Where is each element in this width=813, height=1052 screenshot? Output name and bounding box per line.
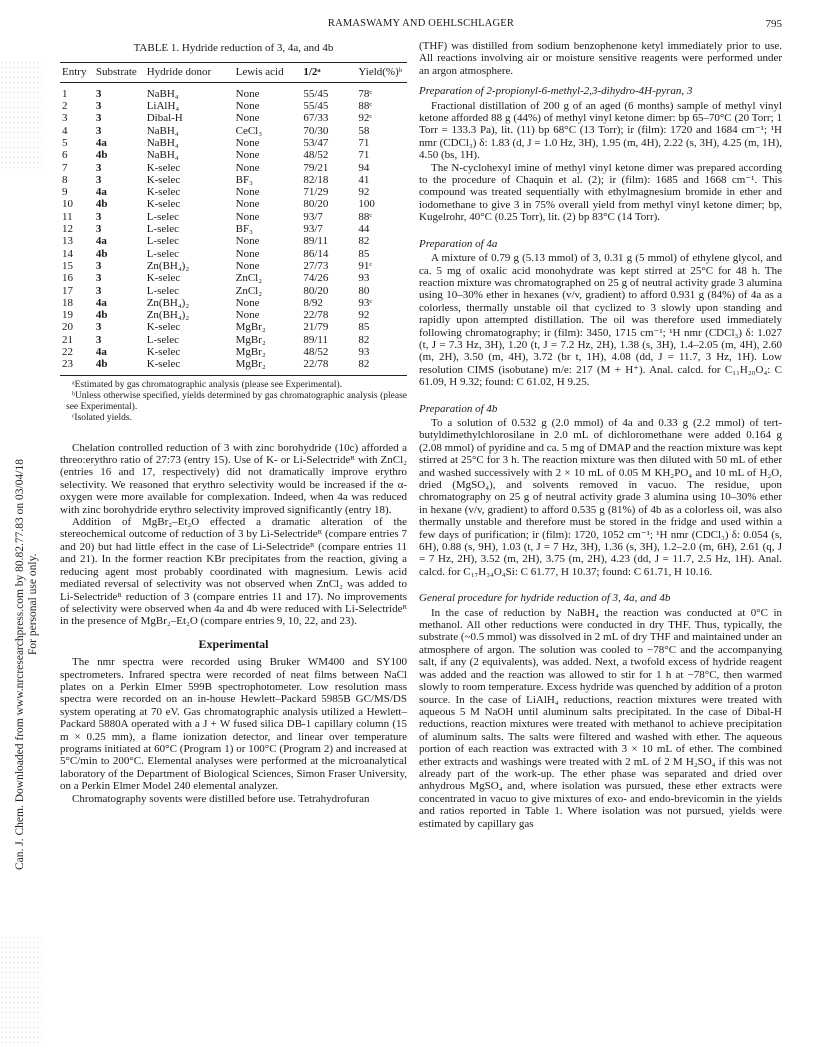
cell-substrate: 3 [95, 173, 102, 186]
cell-yield: 91ᶜ [358, 259, 373, 272]
cell-substrate: 3 [95, 87, 102, 100]
cell-lewis-acid: BF₃ [235, 173, 253, 186]
table-row [60, 162, 407, 174]
cell-substrate: 3 [95, 284, 102, 297]
table-row [60, 137, 407, 149]
table-header-cell: Lewis acid [235, 66, 284, 79]
cell-hydride-donor: Zn(BH₄)₂ [146, 296, 190, 309]
table-row [60, 211, 407, 223]
cell-hydride-donor: K-selec [146, 321, 181, 334]
cell-yield: 88ᶜ [358, 210, 373, 223]
table-body [60, 82, 407, 375]
cell-hydride-donor: L-selec [146, 284, 180, 297]
cell-ratio: 55/45 [303, 100, 329, 113]
download-notice-line: Can. J. Chem. Downloaded from www.nrcresearchpress.com by 80.82.77.83 on 03/04/18 [14, 459, 26, 870]
cell-ratio: 55/45 [303, 87, 329, 100]
cell-entry: 2 [62, 100, 68, 113]
cell-yield: 88ᶜ [358, 100, 373, 113]
cell-substrate: 3 [95, 272, 102, 285]
table-row [60, 297, 407, 309]
table-row [60, 235, 407, 247]
cell-ratio: 86/14 [303, 247, 329, 260]
running-head: RAMASWAMY AND OEHLSCHLAGER [327, 18, 515, 29]
table-row [60, 149, 407, 161]
cell-ratio: 22/78 [303, 358, 329, 371]
table-row [60, 285, 407, 297]
cell-ratio: 82/18 [303, 173, 329, 186]
cell-ratio: 48/52 [303, 149, 329, 162]
cell-lewis-acid: None [235, 87, 260, 100]
download-notice [14, 170, 40, 870]
cell-entry: 20 [62, 321, 73, 334]
cell-substrate: 3 [95, 333, 102, 346]
cell-ratio: 89/11 [303, 333, 329, 346]
table-row [60, 125, 407, 137]
cell-entry: 15 [62, 259, 73, 272]
table-row [60, 321, 407, 333]
cell-hydride-donor: L-selec [146, 223, 180, 236]
subsection-heading: Preparation of 2-propionyl-6-methyl-2,3-dihydro-4H-pyran, 3 [419, 85, 693, 98]
cell-lewis-acid: None [235, 296, 260, 309]
cell-yield: 92ᶜ [358, 112, 373, 125]
cell-yield: 80 [358, 284, 370, 297]
cell-ratio: 89/11 [303, 235, 329, 248]
cell-lewis-acid: MgBr₂ [235, 333, 266, 346]
cell-yield: 44 [358, 223, 370, 236]
cell-ratio: 80/20 [303, 198, 329, 211]
cell-substrate: 4b [95, 247, 108, 260]
subsection-heading: Preparation of 4b [419, 402, 498, 415]
cell-substrate: 4a [95, 296, 107, 309]
cell-entry: 10 [62, 198, 73, 211]
section-title: Experimental [198, 636, 269, 651]
right-column [419, 40, 782, 830]
cell-ratio: 48/52 [303, 346, 329, 359]
cell-lewis-acid: BF₃ [235, 223, 253, 236]
cell-entry: 18 [62, 296, 73, 309]
cell-lewis-acid: MgBr₂ [235, 346, 266, 359]
download-notice-line: For personal use only. [27, 553, 39, 655]
cell-hydride-donor: L-selec [146, 333, 180, 346]
cell-substrate: 3 [95, 124, 102, 137]
cell-hydride-donor: K-selec [146, 358, 181, 371]
cell-hydride-donor: NaBH₄ [146, 149, 179, 162]
table-title: TABLE 1. Hydride reduction of 3, 4a, and 4b [133, 42, 334, 54]
cell-substrate: 4a [95, 137, 107, 149]
cell-lewis-acid: None [235, 198, 260, 211]
running-header [60, 18, 782, 34]
footnote: ᵃEstimated by gas chromatographic analysis (please see Experimental). [72, 379, 343, 390]
left-column [60, 40, 407, 805]
table-row [60, 272, 407, 284]
cell-yield: 93ᶜ [358, 296, 373, 309]
cell-hydride-donor: Zn(BH₄)₂ [146, 309, 190, 322]
cell-substrate: 3 [95, 112, 102, 125]
cell-yield: 94 [358, 161, 370, 174]
cell-entry: 23 [62, 358, 73, 371]
table-header-cell: Substrate [95, 66, 137, 79]
table-header-cell: Hydride donor [146, 66, 212, 79]
table-row [60, 112, 407, 124]
cell-hydride-donor: K-selec [146, 272, 181, 285]
body-paragraph: The N-cyclohexyl imine of methyl vinyl ketone dimer was prepared according to the procedure of Chaquin et al. (2); ir (film): 1685 and 1668 cm⁻¹. This compound was treated sequentially with ethylmagnesium bromide in ether and iodomethane to give 3 in 75% overall yield from methyl vinyl ketone dimer; bp, Kugelrohr, 40°C (0.25 Torr), lit. (2) bp 83°C (14 Torr). [419, 161, 782, 224]
cell-substrate: 4a [95, 186, 107, 199]
subsection-heading: Preparation of 4a [419, 237, 498, 250]
cell-lewis-acid: ZnCl₂ [235, 272, 263, 285]
cell-yield: 58 [358, 124, 370, 137]
table-row [60, 334, 407, 346]
scan-speckle [0, 935, 42, 1045]
cell-yield: 78ᶜ [358, 87, 373, 100]
table-row [60, 223, 407, 235]
cell-hydride-donor: K-selec [146, 186, 181, 199]
table-row [60, 248, 407, 260]
cell-ratio: 80/20 [303, 284, 329, 297]
cell-ratio: 21/79 [303, 321, 329, 334]
cell-lewis-acid: None [235, 161, 260, 174]
cell-yield: 82 [358, 358, 370, 371]
cell-entry: 7 [62, 161, 68, 174]
body-paragraph: Fractional distillation of 200 g of an aged (6 months) sample of methyl vinyl ketone afforded 88 g (44%) of methyl vinyl ketone dimer: bp 65–70°C (20 Torr; 1 Torr = 133.3 Pa), lit. (11) bp 68°C (13 Torr); ir (film): 1720 and 1684 cm⁻¹; ¹H nmr (CDCl₃) δ: 1.83 (d, J = 1.0 Hz, 3H), 1.95 (m, 4H), 2.22 (s, 3H), 4.25 (m, 1H), 4.50 (bs, 1H). [419, 99, 782, 162]
body-paragraph: The nmr spectra were recorded using Bruker WM400 and SY100 spectrometers. Infrared spectra were recorded of neat films between NaCl plates on a Perkin Elmer 599B spectrophotometer. Low resolution mass spectra were recorded on an in-house Hewlett–Packard 5985B GC/MS/DS system operating at 70 eV. Gas chromatographic analysis utilized a Hewlett–Packard 5880A operated with a J + W fused silica DB-1 capillary column (15 m × 0.25 mm), a flame ionization detector, and linear over temperature programs initiated at 60°C (Program 1) or 100°C (Program 2) and increased at 5°C/min to 200°C. Elemental analyses were performed at the microanalytical laboratory of the Department of Biological Sciences, Simon Fraser University, on a Perkin Elmer Model 240 elemental analyzer. [60, 656, 407, 793]
footnote: ᶜIsolated yields. [72, 412, 132, 423]
cell-hydride-donor: NaBH₄ [146, 124, 179, 137]
cell-lewis-acid: ZnCl₂ [235, 284, 263, 297]
cell-yield: 93 [358, 272, 370, 285]
cell-substrate: 4a [95, 346, 107, 359]
cell-substrate: 4b [95, 198, 108, 211]
cell-lewis-acid: None [235, 186, 260, 199]
cell-lewis-acid: MgBr₂ [235, 358, 266, 371]
cell-substrate: 4b [95, 149, 108, 162]
cell-yield: 71 [358, 137, 370, 149]
cell-ratio: 74/26 [303, 272, 329, 285]
cell-ratio: 67/33 [303, 112, 329, 125]
cell-ratio: 79/21 [303, 161, 329, 174]
cell-substrate: 3 [95, 223, 102, 236]
footnote: ᵇUnless otherwise specified, yields determined by gas chromatographic analysis (please see Experimental). [66, 390, 407, 412]
cell-ratio: 70/30 [303, 124, 329, 137]
cell-substrate: 3 [95, 210, 102, 223]
table-footnotes [66, 380, 407, 424]
table-row [60, 346, 407, 358]
cell-hydride-donor: L-selec [146, 247, 180, 260]
cell-ratio: 93/7 [303, 210, 323, 223]
table-header-cell: 1/2ᵃ [303, 66, 321, 79]
cell-yield: 71 [358, 149, 370, 162]
cell-hydride-donor: NaBH₄ [146, 87, 179, 100]
cell-lewis-acid: None [235, 210, 260, 223]
cell-lewis-acid: None [235, 259, 260, 272]
cell-entry: 21 [62, 333, 73, 346]
body-paragraph: Addition of MgBr₂–Et₂O effected a dramatic alteration of the stereochemical outcome of reduction of 3 by Li-Selectrideᴿ (compare entries 7 and 20) but had little effect in the case of Li-Selectrideᴿ (compare entries 11 and 21). In the former reaction KBr precipitates from the reaction, giving a reducing agent most probably coordinated with magnesium. Lewis acid mediated reversal of selectivity was not observed when ZnCl₂ was added to Li-Selectrideᴿ reduction of 3 (compare entries 11 and 17). No improvements of selectivity were observed when 4a and 4b were reduced with Li-Selectrideᴿ in the presence of MgBr₂–Et₂O (compare entries 9, 10, 22, and 23). [60, 516, 407, 628]
page-number: 795 [765, 18, 782, 30]
cell-entry: 8 [62, 173, 68, 186]
cell-ratio: 22/78 [303, 309, 329, 322]
cell-hydride-donor: Zn(BH₄)₂ [146, 259, 190, 272]
cell-hydride-donor: L-selec [146, 235, 180, 248]
cell-ratio: 53/47 [303, 137, 329, 149]
table-row [60, 82, 407, 100]
cell-substrate: 4a [95, 235, 107, 248]
cell-yield: 100 [358, 198, 375, 211]
cell-entry: 12 [62, 223, 73, 236]
cell-entry: 13 [62, 235, 73, 248]
cell-hydride-donor: K-selec [146, 173, 181, 186]
cell-substrate: 3 [95, 100, 102, 113]
cell-lewis-acid: MgBr₂ [235, 321, 266, 334]
table-row [60, 198, 407, 210]
results-table [60, 62, 407, 375]
cell-lewis-acid: CeCl₃ [235, 124, 263, 137]
table-row [60, 260, 407, 272]
cell-hydride-donor: LiAlH₄ [146, 100, 180, 113]
cell-entry: 4 [62, 124, 68, 137]
table-row [60, 358, 407, 375]
cell-yield: 82 [358, 235, 370, 248]
body-paragraph: In the case of reduction by NaBH₄ the reaction was conducted at 0°C in methanol. All other reductions were conducted in dry THF. Thus, typically, the substrate (~0.5 mmol) was dissolved in 2 mL of dry THF and maintained under an atmosphere of argon. The solution was cooled to −78°C and the accompanying salt, if any (2 equivalents), was added. Next, a twofold excess of hydride reagent was added and the reaction was allowed to stir for 1 h at −78°C, then warmed slowly to room temperature. Excess hydride was quenched by addition of a proton source. In the case of LiAlH₄ reductions, reaction mixtures were treated with aqueous 5 M NaOH until aluminum salts precipitated. In the case of Dibal-H reductions, reaction mixtures were treated with methanol to achieve precipitation of aluminum salts. The salts were filtered and washed with ether. The aqueous portion of each reaction was extracted with 3 × 10 mL of ether. The combined ether extracts and washings were treated with 2 mL of 2 M H₂SO₄ if this was not already part of the work-up. The ether phase was separated and dried over anhydrous MgSO₄ and, where isolation was pursued, these ether extracts were concentrated in vacuo to give mixtures of exo- and endo-brevicomin in the yields and ratios reported in Table 1. Where isolation was not pursued, yields were estimated by capillary gas [419, 606, 782, 830]
subsection-heading: General procedure for hydride reduction of 3, 4a, and 4b [419, 592, 671, 605]
cell-hydride-donor: L-selec [146, 210, 180, 223]
body-paragraph: A mixture of 0.79 g (5.13 mmol) of 3, 0.31 g (5 mmol) of ethylene glycol, and ca. 5 mg of oxalic acid monohydrate was kept stirred at 25°C for 48 h. The reaction mixture was chromatographed on 25 g of neutral activity grade 3 alumina using 10–30% ether in hexanes (v/v, gradient) to afford 0.931 g (84%) of 4a as a colorless, thermally unstable oil that cyclized to 3 slowly upon standing and rapidly upon attempted distillation. The oil was therefore used immediately following chromatography; ir (film): 3450, 1715 cm⁻¹; ¹H nmr (CDCl₃) δ: 1.027 (t, J = 7.3 Hz, 3H), 1.20 (t, J = 7.2 Hz, 2H), 1.38 (s, 3H), 1.4–2.05 (m, 4H), 2.60 (m, 2H), 3.50 (m, 4H), 3.72 (br t, 1H), 4.08 (dd, J = 11.7, 3 Hz, 1H). Low resolution CIMS (isobutane) m/e: 217 (M + H⁺). Anal. calcd. for C₁₁H₂₀O₄: C 61.09, H 9.32; found: C 61.02, H 9.25. [419, 252, 782, 389]
cell-hydride-donor: Dibal-H [146, 112, 183, 125]
scan-speckle [0, 60, 42, 170]
cell-substrate: 3 [95, 259, 102, 272]
cell-entry: 17 [62, 284, 73, 297]
body-paragraph: To a solution of 0.532 g (2.0 mmol) of 4a and 0.33 g (2.2 mmol) of tert-butyldimethylchlorosilane in 2.0 mL of dichloromethane were added 0.164 g (2.08 mmol) of pyridine and ca. 5 mg of DMAP and the reaction mixture was kept stirred at 25°C for 3 h. The reaction mixture was then diluted with 50 mL of ether and washed successively with 2 × 10 mL of 0.05 M KH₂PO₄ and 10 mL of H₂O, dried (MgSO₄), and solvents removed in vacuo. The residue, upon chromatography on 25 g of neutral activity grade 3 alumina using 10–30% ether in hexane (v/v, gradient) to afford 0.535 g (81%) of 4b as a colorless oil, was also thermally unstable and therefore must be stored in the fridge and used within a few days of purification; ir (film): 1720, 1052 cm⁻¹; ¹H nmr (CDCl₃) δ: 0.054 (s, 6H), 0.88 (s, 9H), 1.03 (t, J = 7 Hz, 3H), 1.36 (s, 3H), 1.2–2.0 (m, 6H), 2.61 (q, J = 7 Hz, 2H), 3.52 (m, 2H), 3.75 (m, 2H), 4.23 (dd, J = 11.7, 2.5 Hz, 1H). Anal. calcd. for C₁₇H₃₄O₄Si: C 61.77, H 10.37; found: C 61.71, H 10.16. [419, 416, 782, 578]
cell-yield: 82 [358, 333, 370, 346]
cell-entry: 9 [62, 186, 68, 199]
cell-lewis-acid: None [235, 309, 260, 322]
cell-entry: 16 [62, 272, 73, 285]
cell-lewis-acid: None [235, 137, 260, 149]
cell-yield: 92 [358, 309, 370, 322]
table-header-cell: Entry [62, 66, 87, 79]
cell-lewis-acid: None [235, 235, 260, 248]
cell-ratio: 71/29 [303, 186, 329, 199]
table-row [60, 309, 407, 321]
cell-ratio: 27/73 [303, 259, 329, 272]
cell-hydride-donor: K-selec [146, 198, 181, 211]
cell-entry: 19 [62, 309, 73, 322]
cell-substrate: 4b [95, 309, 108, 322]
cell-yield: 85 [358, 321, 370, 334]
table-header-row [60, 63, 407, 82]
cell-ratio: 8/92 [303, 296, 323, 309]
cell-entry: 14 [62, 247, 73, 260]
cell-yield: 92 [358, 186, 370, 199]
cell-substrate: 3 [95, 161, 102, 174]
cell-entry: 5 [62, 137, 68, 149]
body-paragraph: Chromatography sovents were distilled before use. Tetrahydrofuran [72, 792, 370, 805]
cell-lewis-acid: None [235, 247, 260, 260]
cell-entry: 1 [62, 87, 68, 100]
cell-entry: 11 [62, 210, 73, 223]
body-paragraph: (THF) was distilled from sodium benzophenone ketyl immediately prior to use. All reactions involving air or moisture sensitive reagents were performed under an argon atmosphere. [419, 40, 782, 77]
cell-substrate: 3 [95, 321, 102, 334]
cell-yield: 93 [358, 346, 370, 359]
cell-entry: 6 [62, 149, 68, 162]
cell-hydride-donor: K-selec [146, 346, 181, 359]
body-paragraph: Chelation controlled reduction of 3 with zinc borohydride (10c) afforded a threo:erythro ratio of 27:73 (entry 15). Use of K- or Li-Selectrideᴿ with ZnCl₂ (entries 16 and 17, respectively) did not dramatically improve erythro selectivity. We reasoned that erythro selectivity would be increased if the α-oxygen were more available for complexation. Indeed, when 4a was reduced with zinc borohydride erythro selectivity improved significantly (entry 18). [60, 441, 407, 516]
cell-yield: 85 [358, 247, 370, 260]
cell-entry: 22 [62, 346, 73, 359]
table-header-cell: Yield(%)ᵇ [358, 66, 403, 79]
cell-hydride-donor: NaBH₄ [146, 137, 179, 149]
cell-yield: 41 [358, 173, 370, 186]
cell-hydride-donor: K-selec [146, 161, 181, 174]
table-row [60, 174, 407, 186]
cell-substrate: 4b [95, 358, 108, 371]
cell-lewis-acid: None [235, 149, 260, 162]
cell-entry: 3 [62, 112, 68, 125]
cell-lewis-acid: None [235, 112, 260, 125]
table-row [60, 186, 407, 198]
cell-lewis-acid: None [235, 100, 260, 113]
cell-ratio: 93/7 [303, 223, 323, 236]
table-row [60, 100, 407, 112]
